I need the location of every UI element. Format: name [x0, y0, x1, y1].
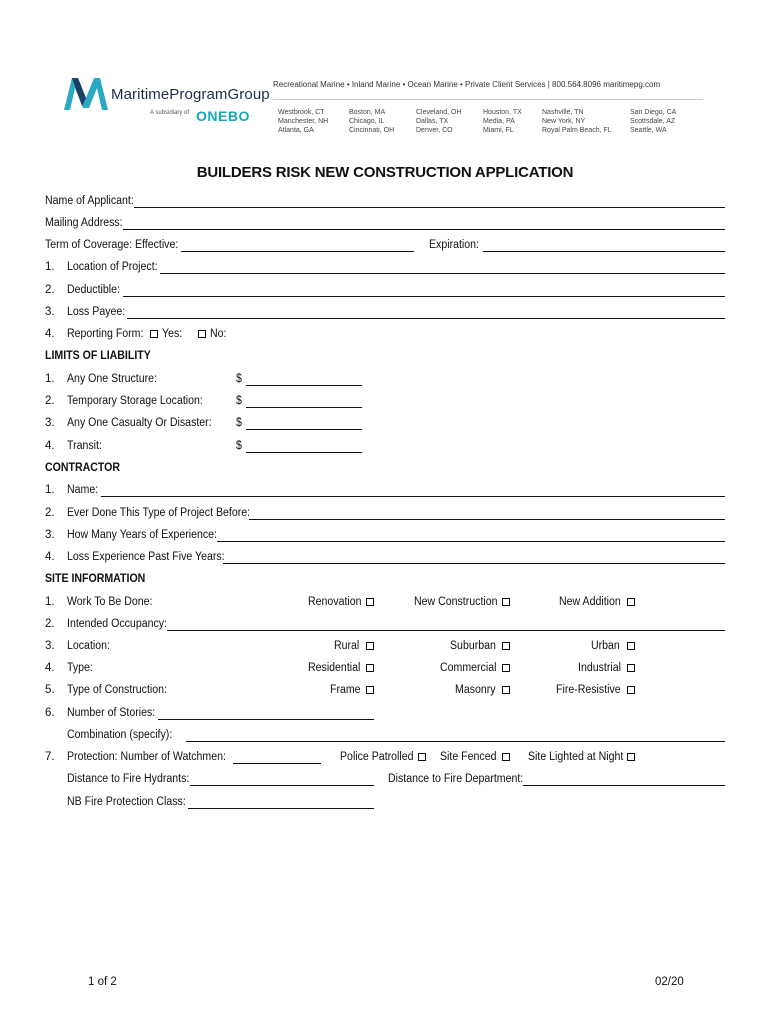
site-location-label: Location: — [67, 640, 110, 652]
subsidiary-prefix: A subsidiary of — [150, 110, 190, 116]
masonry-checkbox[interactable] — [502, 686, 510, 694]
item-number: 3. — [45, 417, 55, 429]
rural-checkbox[interactable] — [366, 642, 374, 650]
site-lighted-checkbox[interactable] — [627, 753, 635, 761]
temp-storage-label: Temporary Storage Location: — [67, 395, 203, 407]
contractor-heading: CONTRACTOR — [45, 462, 121, 474]
currency-sign: $ — [236, 440, 242, 452]
currency-sign: $ — [236, 373, 242, 385]
masonry-label: Masonry — [455, 684, 496, 696]
item-number: 2. — [45, 284, 55, 296]
renovation-checkbox[interactable] — [366, 598, 374, 606]
any-one-structure-field[interactable] — [246, 385, 362, 386]
contractor-name-field[interactable] — [101, 496, 725, 497]
combination-label: Combination (specify): — [67, 729, 173, 741]
done-before-field[interactable] — [249, 519, 725, 520]
locations-col-2: Boston, MA Chicago, IL Cincinnati, OH — [349, 109, 395, 134]
hydrants-label: Distance to Fire Hydrants: — [67, 773, 190, 785]
contractor-name-label: Name: — [67, 484, 99, 496]
residential-label: Residential — [308, 662, 361, 674]
site-fenced-label: Site Fenced — [440, 751, 497, 763]
brand-name: MaritimeProgramGroup — [111, 86, 270, 103]
effective-field[interactable] — [181, 251, 414, 252]
header-divider — [273, 99, 703, 100]
loss-experience-field[interactable] — [223, 563, 725, 564]
reporting-no-checkbox[interactable] — [198, 330, 206, 338]
deductible-field[interactable] — [123, 296, 725, 297]
transit-label: Transit: — [67, 440, 102, 452]
mailing-field[interactable] — [123, 229, 725, 230]
transit-field[interactable] — [246, 452, 362, 453]
occupancy-label: Intended Occupancy: — [67, 618, 167, 630]
watchmen-label: Protection: Number of Watchmen: — [67, 751, 226, 763]
done-before-label: Ever Done This Type of Project Before: — [67, 507, 251, 519]
work-label: Work To Be Done: — [67, 596, 153, 608]
rural-label: Rural — [334, 640, 360, 652]
item-number: 1. — [45, 261, 55, 273]
stories-field[interactable] — [158, 719, 374, 720]
site-type-label: Type: — [67, 662, 93, 674]
item-number: 1. — [45, 596, 55, 608]
deductible-label: Deductible: — [67, 284, 120, 296]
loss-payee-label: Loss Payee: — [67, 306, 126, 318]
watchmen-field[interactable] — [233, 763, 321, 764]
yes-label: Yes: — [162, 328, 183, 340]
suburban-checkbox[interactable] — [502, 642, 510, 650]
page-title: BUILDERS RISK NEW CONSTRUCTION APPLICATION — [196, 164, 574, 181]
item-number: 4. — [45, 662, 55, 674]
nb-class-label: NB Fire Protection Class: — [67, 796, 186, 808]
item-number: 1. — [45, 484, 55, 496]
combination-field[interactable] — [186, 741, 725, 742]
item-number: 4. — [45, 440, 55, 452]
maritime-logo-icon — [62, 72, 110, 112]
locations-col-5: Nashville, TN New York, NY Royal Palm Beach, FL — [542, 109, 612, 134]
urban-label: Urban — [591, 640, 620, 652]
item-number: 2. — [45, 618, 55, 630]
loss-experience-label: Loss Experience Past Five Years: — [67, 551, 225, 563]
location-field[interactable] — [160, 273, 725, 274]
any-one-structure-label: Any One Structure: — [67, 373, 157, 385]
police-patrolled-checkbox[interactable] — [418, 753, 426, 761]
item-number: 3. — [45, 529, 55, 541]
fire-resistive-checkbox[interactable] — [627, 686, 635, 694]
currency-sign: $ — [236, 417, 242, 429]
urban-checkbox[interactable] — [627, 642, 635, 650]
services-line: Recreational Marine • Inland Marine • Ocean Marine • Private Client Services | 800.564.8096 maritimepg.com — [273, 80, 661, 89]
hydrants-field[interactable] — [190, 785, 374, 786]
new-addition-label: New Addition — [559, 596, 621, 608]
years-experience-field[interactable] — [217, 541, 725, 542]
currency-sign: $ — [236, 395, 242, 407]
locations-col-6: San Diego, CA Scottsdale, AZ Seattle, WA — [630, 109, 677, 134]
stories-label: Number of Stories: — [67, 707, 156, 719]
item-number: 4. — [45, 328, 55, 340]
loss-payee-field[interactable] — [127, 318, 725, 319]
item-number: 7. — [45, 751, 55, 763]
occupancy-field[interactable] — [167, 630, 725, 631]
commercial-label: Commercial — [440, 662, 497, 674]
limits-heading: LIMITS OF LIABILITY — [45, 350, 151, 362]
suburban-label: Suburban — [450, 640, 496, 652]
reporting-yes-checkbox[interactable] — [150, 330, 158, 338]
frame-checkbox[interactable] — [366, 686, 374, 694]
onebo-logo: ONEBO — [196, 108, 250, 124]
new-construction-label: New Construction — [414, 596, 498, 608]
temp-storage-field[interactable] — [246, 407, 362, 408]
item-number: 2. — [45, 507, 55, 519]
frame-label: Frame — [330, 684, 361, 696]
residential-checkbox[interactable] — [366, 664, 374, 672]
site-heading: SITE INFORMATION — [45, 573, 146, 585]
item-number: 4. — [45, 551, 55, 563]
applicant-field[interactable] — [134, 207, 725, 208]
expiration-field[interactable] — [483, 251, 725, 252]
item-number: 5. — [45, 684, 55, 696]
site-lighted-label: Site Lighted at Night — [528, 751, 624, 763]
item-number: 3. — [45, 640, 55, 652]
item-number: 1. — [45, 373, 55, 385]
casualty-field[interactable] — [246, 429, 362, 430]
reporting-form-label: Reporting Form: — [67, 328, 144, 340]
industrial-label: Industrial — [578, 662, 621, 674]
no-label: No: — [210, 328, 227, 340]
page-number: 1 of 2 — [88, 976, 117, 988]
applicant-label: Name of Applicant: — [45, 195, 134, 207]
construction-type-label: Type of Construction: — [67, 684, 167, 696]
effective-label: Term of Coverage: Effective: — [45, 239, 179, 251]
casualty-label: Any One Casualty Or Disaster: — [67, 417, 212, 429]
new-addition-checkbox[interactable] — [627, 598, 635, 606]
fire-dept-field[interactable] — [523, 785, 725, 786]
nb-class-field[interactable] — [188, 808, 374, 809]
location-label: Location of Project: — [67, 261, 158, 273]
new-construction-checkbox[interactable] — [502, 598, 510, 606]
item-number: 2. — [45, 395, 55, 407]
item-number: 6. — [45, 707, 55, 719]
locations-col-1: Westbrook, CT Manchester, NH Atlanta, GA — [278, 109, 329, 134]
locations-col-3: Cleveland, OH Dallas, TX Denver, CO — [416, 109, 462, 134]
item-number: 3. — [45, 306, 55, 318]
expiration-label: Expiration: — [429, 239, 479, 251]
commercial-checkbox[interactable] — [502, 664, 510, 672]
years-experience-label: How Many Years of Experience: — [67, 529, 217, 541]
fire-dept-label: Distance to Fire Department: — [388, 773, 524, 785]
fire-resistive-label: Fire-Resistive — [556, 684, 621, 696]
locations-col-4: Houston, TX Media, PA Miami, FL — [483, 109, 522, 134]
mailing-label: Mailing Address: — [45, 217, 123, 229]
police-patrolled-label: Police Patrolled — [340, 751, 414, 763]
site-fenced-checkbox[interactable] — [502, 753, 510, 761]
form-date: 02/20 — [655, 976, 684, 988]
industrial-checkbox[interactable] — [627, 664, 635, 672]
renovation-label: Renovation — [308, 596, 362, 608]
